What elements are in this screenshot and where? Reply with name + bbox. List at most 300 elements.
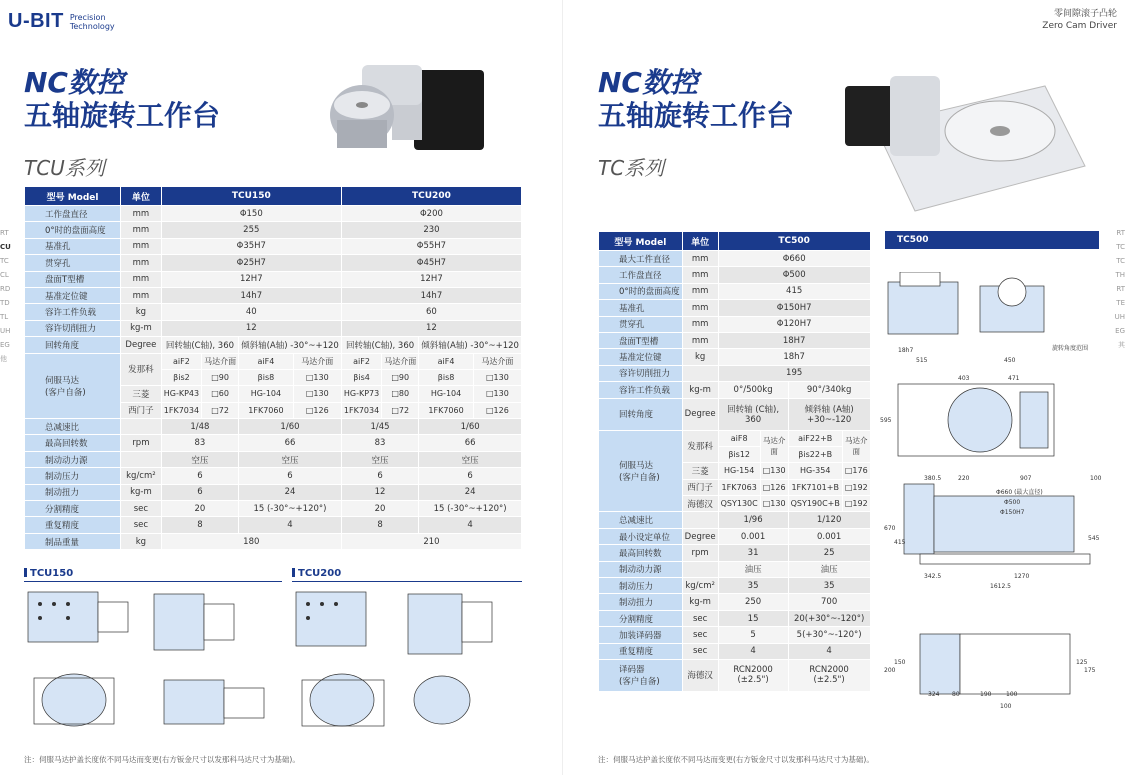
- table-row: [599, 594, 871, 610]
- cell: 4: [718, 643, 788, 659]
- right-footnote: 注：伺服马达护盖长度依不同马达而变更(右方钣金尺寸以发那科马达尺寸为基础)。: [598, 755, 874, 764]
- encoder-a1b: (±2.5"): [737, 675, 769, 686]
- row-unit: kg-m: [682, 382, 718, 398]
- cell: □130: [293, 386, 341, 402]
- dim-label: 100: [1000, 703, 1012, 710]
- tcu200-drawing-heading: TCU200: [292, 568, 522, 582]
- cell: 马达介面: [760, 430, 788, 463]
- logo-mark: U-BIT: [8, 10, 64, 32]
- cell: 24: [239, 484, 342, 500]
- cell: Φ200: [341, 206, 521, 222]
- cell: 12H7: [341, 271, 521, 287]
- cell: 0.001: [788, 528, 870, 544]
- row-unit: [121, 419, 162, 435]
- dim-label: 595: [880, 417, 892, 424]
- row-label: 盘面T型槽: [599, 332, 683, 348]
- row-label: 容许切削扭力: [25, 320, 121, 336]
- table-row: [599, 398, 871, 430]
- cell: HG-104: [419, 386, 474, 402]
- cell: 700: [788, 594, 870, 610]
- edge-tab[interactable]: RD: [0, 285, 11, 293]
- row-unit: kg-m: [121, 484, 162, 500]
- cell: 1/60: [239, 419, 342, 435]
- cell: 20: [341, 501, 418, 517]
- cell: 马达介面: [202, 353, 239, 369]
- cell: 6: [161, 468, 238, 484]
- table-row: [599, 430, 871, 446]
- edge-tab[interactable]: TC: [0, 257, 9, 265]
- table-row: [25, 435, 522, 451]
- cell: 66: [419, 435, 522, 451]
- cell: □130: [473, 369, 521, 385]
- right-title-nc: NC数控: [598, 66, 698, 99]
- table-row: [25, 451, 522, 467]
- table-row: [599, 627, 871, 643]
- cell: □130: [760, 463, 788, 479]
- edge-tab[interactable]: TD: [0, 299, 10, 307]
- cell: □192: [842, 496, 870, 512]
- row-label: 总减速比: [25, 419, 121, 435]
- row-unit: mm: [121, 238, 162, 254]
- row-label: 基准定位键: [599, 349, 683, 365]
- dim-label: 380.5: [924, 475, 942, 482]
- servo-label-1: 伺服马达: [45, 375, 80, 386]
- cell: □90: [202, 369, 239, 385]
- row-unit: mm: [682, 332, 718, 348]
- dim-label: 150: [894, 659, 906, 666]
- row-label: 最大工件直径: [599, 251, 683, 267]
- table-row: [25, 238, 522, 254]
- row-unit: Degree: [121, 337, 162, 353]
- cell: 马达介面: [473, 353, 521, 369]
- logo-sub-line2: Technology: [69, 21, 115, 31]
- edge-tab[interactable]: 他: [0, 355, 7, 363]
- cell: QSY190C+B: [788, 496, 842, 512]
- cell: □176: [842, 463, 870, 479]
- col-model: 型号 Model: [599, 232, 683, 251]
- row-unit: Degree: [682, 528, 718, 544]
- edge-tab[interactable]: CU: [0, 243, 11, 251]
- table-row: [25, 206, 522, 222]
- tc500-drawing-heading: TC500: [885, 231, 1099, 249]
- cell: 1FK7034: [341, 402, 381, 418]
- row-unit: mm: [682, 267, 718, 283]
- servo-label-1: 伺服马达: [619, 460, 654, 471]
- row-unit: kg: [121, 304, 162, 320]
- table-row: [25, 255, 522, 271]
- row-unit: mm: [121, 222, 162, 238]
- left-title-line2: 五轴旋转工作台: [24, 99, 221, 132]
- table-row: [599, 578, 871, 594]
- cell: 油压: [718, 561, 788, 577]
- cell: 1/120: [788, 512, 870, 528]
- table-header-row: [25, 187, 522, 206]
- cell: Φ150H7: [718, 300, 870, 316]
- cell: 油压: [788, 561, 870, 577]
- edge-tab[interactable]: TE: [1116, 299, 1125, 307]
- servo-brand-siemens: 西门子: [682, 479, 718, 495]
- cell: [788, 659, 870, 691]
- edge-tab[interactable]: 其: [1118, 341, 1125, 349]
- table-row: [599, 528, 871, 544]
- cell: 1/60: [419, 419, 522, 435]
- table-row: [25, 304, 522, 320]
- edge-tab[interactable]: TC: [1116, 257, 1125, 265]
- cell: 空压: [161, 451, 238, 467]
- header-cn: 零间隙滚子凸轮: [1053, 9, 1117, 19]
- row-label: 基准定位键: [25, 287, 121, 303]
- col-tcu150: TCU150: [161, 187, 341, 206]
- row-unit: mm: [121, 206, 162, 222]
- table-row: [25, 517, 522, 533]
- cell: 8: [341, 517, 418, 533]
- right-series-label: TC系列: [598, 156, 665, 180]
- cell: 35: [788, 578, 870, 594]
- cell: HG-104: [239, 386, 294, 402]
- dim-label: Φ500: [1004, 499, 1021, 506]
- cell: 1/96: [718, 512, 788, 528]
- cell: 8: [161, 517, 238, 533]
- cell: aiF22+B: [788, 430, 842, 446]
- table-row: [599, 267, 871, 283]
- cell: HG-KP43: [161, 386, 201, 402]
- tc500-drawing: [880, 272, 1105, 712]
- cell: 回转轴(C轴), 360: [161, 337, 238, 353]
- cell: βis22+B: [788, 446, 842, 462]
- row-unit: mm: [121, 255, 162, 271]
- servo-label: [599, 430, 683, 512]
- servo-label: [25, 353, 121, 419]
- cell: Φ120H7: [718, 316, 870, 332]
- cell: 4: [239, 517, 342, 533]
- cell: □90: [382, 369, 419, 385]
- row-label: 总减速比: [599, 512, 683, 528]
- cell: 31: [718, 545, 788, 561]
- right-title-line2: 五轴旋转工作台: [598, 99, 795, 132]
- servo-brand-siemens: 西门子: [121, 402, 162, 418]
- encoder-a1: RCN2000: [733, 665, 773, 676]
- table-row: [599, 382, 871, 398]
- row-label: 最小设定单位: [599, 528, 683, 544]
- dim-label: 175: [1084, 667, 1096, 674]
- edge-tab[interactable]: RT: [1116, 285, 1125, 293]
- row-label: 重复精度: [599, 643, 683, 659]
- cell: 0°/500kg: [718, 382, 788, 398]
- table-row: [599, 643, 871, 659]
- row-label: 最高回转数: [25, 435, 121, 451]
- row-unit: sec: [682, 643, 718, 659]
- col-unit: 单位: [121, 187, 162, 206]
- row-unit: mm: [121, 287, 162, 303]
- tcu-machine-image: [322, 60, 492, 160]
- cell: 空压: [239, 451, 342, 467]
- table-row: [25, 501, 522, 517]
- row-label: 制品重量: [25, 533, 121, 549]
- row-unit: [121, 451, 162, 467]
- row-unit: sec: [682, 610, 718, 626]
- dim-label: 190: [980, 691, 992, 698]
- table-row: [25, 533, 522, 549]
- dim-label: Φ660 (最大直径): [996, 489, 1043, 496]
- cell: 空压: [419, 451, 522, 467]
- edge-tab[interactable]: TH: [1115, 271, 1125, 279]
- dim-label: 100: [1090, 475, 1102, 482]
- row-unit: kg-m: [682, 594, 718, 610]
- cell: 195: [718, 365, 870, 381]
- edge-tab[interactable]: EG: [0, 341, 10, 349]
- dim-label: 670: [884, 525, 896, 532]
- cell: 马达介面: [842, 430, 870, 463]
- dim-label: 342.5: [924, 573, 942, 580]
- encoder-a2b: (±2.5"): [813, 675, 845, 686]
- cell: 6: [161, 484, 238, 500]
- cell: □130: [293, 369, 341, 385]
- dim-label: 450: [1004, 357, 1016, 364]
- table-row: [599, 300, 871, 316]
- encoder-a2: RCN2000: [809, 665, 849, 676]
- table-row: [599, 545, 871, 561]
- table-row: [599, 610, 871, 626]
- col-tcu200: TCU200: [341, 187, 521, 206]
- row-label: 分割精度: [25, 501, 121, 517]
- tcu-spec-table: [24, 186, 522, 550]
- cell: 4: [788, 643, 870, 659]
- cell: 90°/340kg: [788, 382, 870, 398]
- cell: QSY130C: [718, 496, 760, 512]
- dim-label: 18h7: [898, 347, 914, 354]
- right-page-title: [598, 66, 794, 132]
- cell: □60: [202, 386, 239, 402]
- edge-tab[interactable]: TL: [0, 313, 9, 321]
- cell: 15: [718, 610, 788, 626]
- cell: 12: [341, 320, 521, 336]
- table-row: [599, 659, 871, 691]
- edge-tab[interactable]: RT: [0, 229, 9, 237]
- row-label: 基准孔: [599, 300, 683, 316]
- cell: 20(+30°~-120°): [788, 610, 870, 626]
- cell: 25: [788, 545, 870, 561]
- cell: βis2: [161, 369, 201, 385]
- cell: Φ500: [718, 267, 870, 283]
- row-unit: kg-m: [121, 320, 162, 336]
- cell: □130: [473, 386, 521, 402]
- servo-label-2: (客户自备): [619, 472, 660, 483]
- dim-label: 515: [916, 357, 928, 364]
- table-row: [599, 561, 871, 577]
- row-label: 0°时的盘面高度: [599, 283, 683, 299]
- cell: HG-154: [718, 463, 760, 479]
- cell: [718, 659, 788, 691]
- left-page-title: [24, 66, 220, 132]
- servo-brand-fanuc: 发那科: [121, 353, 162, 386]
- cell: 255: [161, 222, 341, 238]
- encoder-label-1: 译码器: [619, 665, 645, 676]
- table-header-row: [599, 232, 871, 251]
- servo-brand-heidenhain: 海德汉: [682, 496, 718, 512]
- cell: βis12: [718, 446, 760, 462]
- cell: □72: [382, 402, 419, 418]
- edge-tab[interactable]: CL: [0, 271, 9, 279]
- row-unit: mm: [682, 283, 718, 299]
- row-unit: [682, 512, 718, 528]
- cell: 回转轴 (C轴), 360: [718, 398, 788, 430]
- row-label: 工作盘直径: [25, 206, 121, 222]
- dim-label: 1270: [1014, 573, 1030, 580]
- cell: 35: [718, 578, 788, 594]
- table-row: [25, 337, 522, 353]
- logo-sub-line1: Precision: [69, 12, 106, 22]
- cell: 83: [341, 435, 418, 451]
- cell: 83: [161, 435, 238, 451]
- dim-label: 125: [1076, 659, 1088, 666]
- row-label: 重复精度: [25, 517, 121, 533]
- row-label: 制动扭力: [25, 484, 121, 500]
- row-unit: mm: [682, 300, 718, 316]
- dim-label: 220: [958, 475, 970, 482]
- tc-machine-image: [835, 66, 1095, 216]
- cell: HG-354: [788, 463, 842, 479]
- left-edge-tabs: [0, 226, 11, 366]
- cell: □80: [382, 386, 419, 402]
- tcu200-drawing: [292, 588, 522, 738]
- edge-tab[interactable]: UH: [1114, 313, 1125, 321]
- cell: 6: [239, 468, 342, 484]
- row-unit: sec: [121, 517, 162, 533]
- row-label: 基准孔: [25, 238, 121, 254]
- table-row: [25, 287, 522, 303]
- servo-brand-fanuc: 发那科: [682, 430, 718, 463]
- row-label: 回转角度: [599, 398, 683, 430]
- cell: 15 (-30°~+120°): [239, 501, 342, 517]
- cell: 6: [341, 468, 418, 484]
- cell: 18h7: [718, 349, 870, 365]
- cell: 1FK7060: [239, 402, 294, 418]
- right-edge-tabs: [1115, 226, 1125, 352]
- cell: 倾斜轴(A轴) -30°~+120: [419, 337, 522, 353]
- row-label: 分割精度: [599, 610, 683, 626]
- row-unit: mm: [682, 251, 718, 267]
- dim-label: 403: [958, 375, 970, 382]
- row-unit: [682, 365, 718, 381]
- cell: 1FK7063: [718, 479, 760, 495]
- cell: aiF4: [239, 353, 294, 369]
- dim-label: 200: [884, 667, 896, 674]
- cell: 4: [419, 517, 522, 533]
- cell: 倾斜轴 (A轴) +30~-120: [788, 398, 870, 430]
- cell: Φ45H7: [341, 255, 521, 271]
- dim-label: 100: [1006, 691, 1018, 698]
- cell: 5: [718, 627, 788, 643]
- table-row: [599, 251, 871, 267]
- table-row: [25, 320, 522, 336]
- tcu150-drawing-heading: TCU150: [24, 568, 282, 582]
- dim-label: 471: [1008, 375, 1020, 382]
- edge-tab[interactable]: TC: [1116, 243, 1125, 251]
- cell: 1FK7101+B: [788, 479, 842, 495]
- tcu150-drawing: [24, 588, 282, 738]
- left-series-label: TCU系列: [24, 156, 105, 180]
- row-unit: [682, 561, 718, 577]
- cell: HG-KP73: [341, 386, 381, 402]
- edge-tab[interactable]: RT: [1116, 229, 1125, 237]
- cell: □192: [842, 479, 870, 495]
- cell: βis8: [239, 369, 294, 385]
- row-label: 盘面T型槽: [25, 271, 121, 287]
- table-row: [599, 512, 871, 528]
- row-label: 0°时的盘面高度: [25, 222, 121, 238]
- col-tc500: TC500: [718, 232, 870, 251]
- tc-spec-table: [598, 231, 871, 692]
- edge-tab[interactable]: UH: [0, 327, 11, 335]
- row-label: 容许工件负载: [25, 304, 121, 320]
- cell: aiF8: [718, 430, 760, 446]
- cell: 66: [239, 435, 342, 451]
- col-model: 型号 Model: [25, 187, 121, 206]
- row-label: 容许工件负载: [599, 382, 683, 398]
- cell: aiF2: [161, 353, 201, 369]
- cell: 1/48: [161, 419, 238, 435]
- cell: 250: [718, 594, 788, 610]
- row-label: 工作盘直径: [599, 267, 683, 283]
- dim-label: 415: [894, 539, 906, 546]
- cell: □72: [202, 402, 239, 418]
- cell: 马达介面: [293, 353, 341, 369]
- table-row: [25, 222, 522, 238]
- cell: Φ660: [718, 251, 870, 267]
- encoder-label: [599, 659, 683, 691]
- row-unit: kg/cm²: [121, 468, 162, 484]
- spread-divider: [562, 0, 563, 775]
- table-row: [25, 353, 522, 369]
- row-unit: 海德汉: [682, 659, 718, 691]
- table-row: [25, 484, 522, 500]
- logo-subtitle: [70, 13, 115, 31]
- cell: 40: [161, 304, 341, 320]
- row-label: 加装译码器: [599, 627, 683, 643]
- cell: 1FK7034: [161, 402, 201, 418]
- dim-label: 545: [1088, 535, 1100, 542]
- table-row: [599, 283, 871, 299]
- cell: 18H7: [718, 332, 870, 348]
- edge-tab[interactable]: EG: [1115, 327, 1125, 335]
- cell: 1FK7060: [419, 402, 474, 418]
- cell: 马达介面: [382, 353, 419, 369]
- row-label: 制动压力: [599, 578, 683, 594]
- row-unit: mm: [682, 316, 718, 332]
- table-row: [599, 316, 871, 332]
- cell: Φ35H7: [161, 238, 341, 254]
- brand-logo: [8, 10, 115, 33]
- cell: □126: [473, 402, 521, 418]
- cell: 14h7: [341, 287, 521, 303]
- table-row: [599, 332, 871, 348]
- dim-label: 80: [952, 691, 960, 698]
- row-label: 回转角度: [25, 337, 121, 353]
- row-label: 制动动力源: [599, 561, 683, 577]
- cell: □130: [760, 496, 788, 512]
- row-unit: mm: [121, 271, 162, 287]
- cell: 0.001: [718, 528, 788, 544]
- cell: aiF2: [341, 353, 381, 369]
- table-row: [25, 419, 522, 435]
- dim-label: 907: [1020, 475, 1032, 482]
- servo-brand-mitsubishi: 三菱: [682, 463, 718, 479]
- cell: 24: [419, 484, 522, 500]
- cell: 14h7: [161, 287, 341, 303]
- header-product-line: [1042, 8, 1117, 32]
- cell: □126: [293, 402, 341, 418]
- row-label: 贯穿孔: [25, 255, 121, 271]
